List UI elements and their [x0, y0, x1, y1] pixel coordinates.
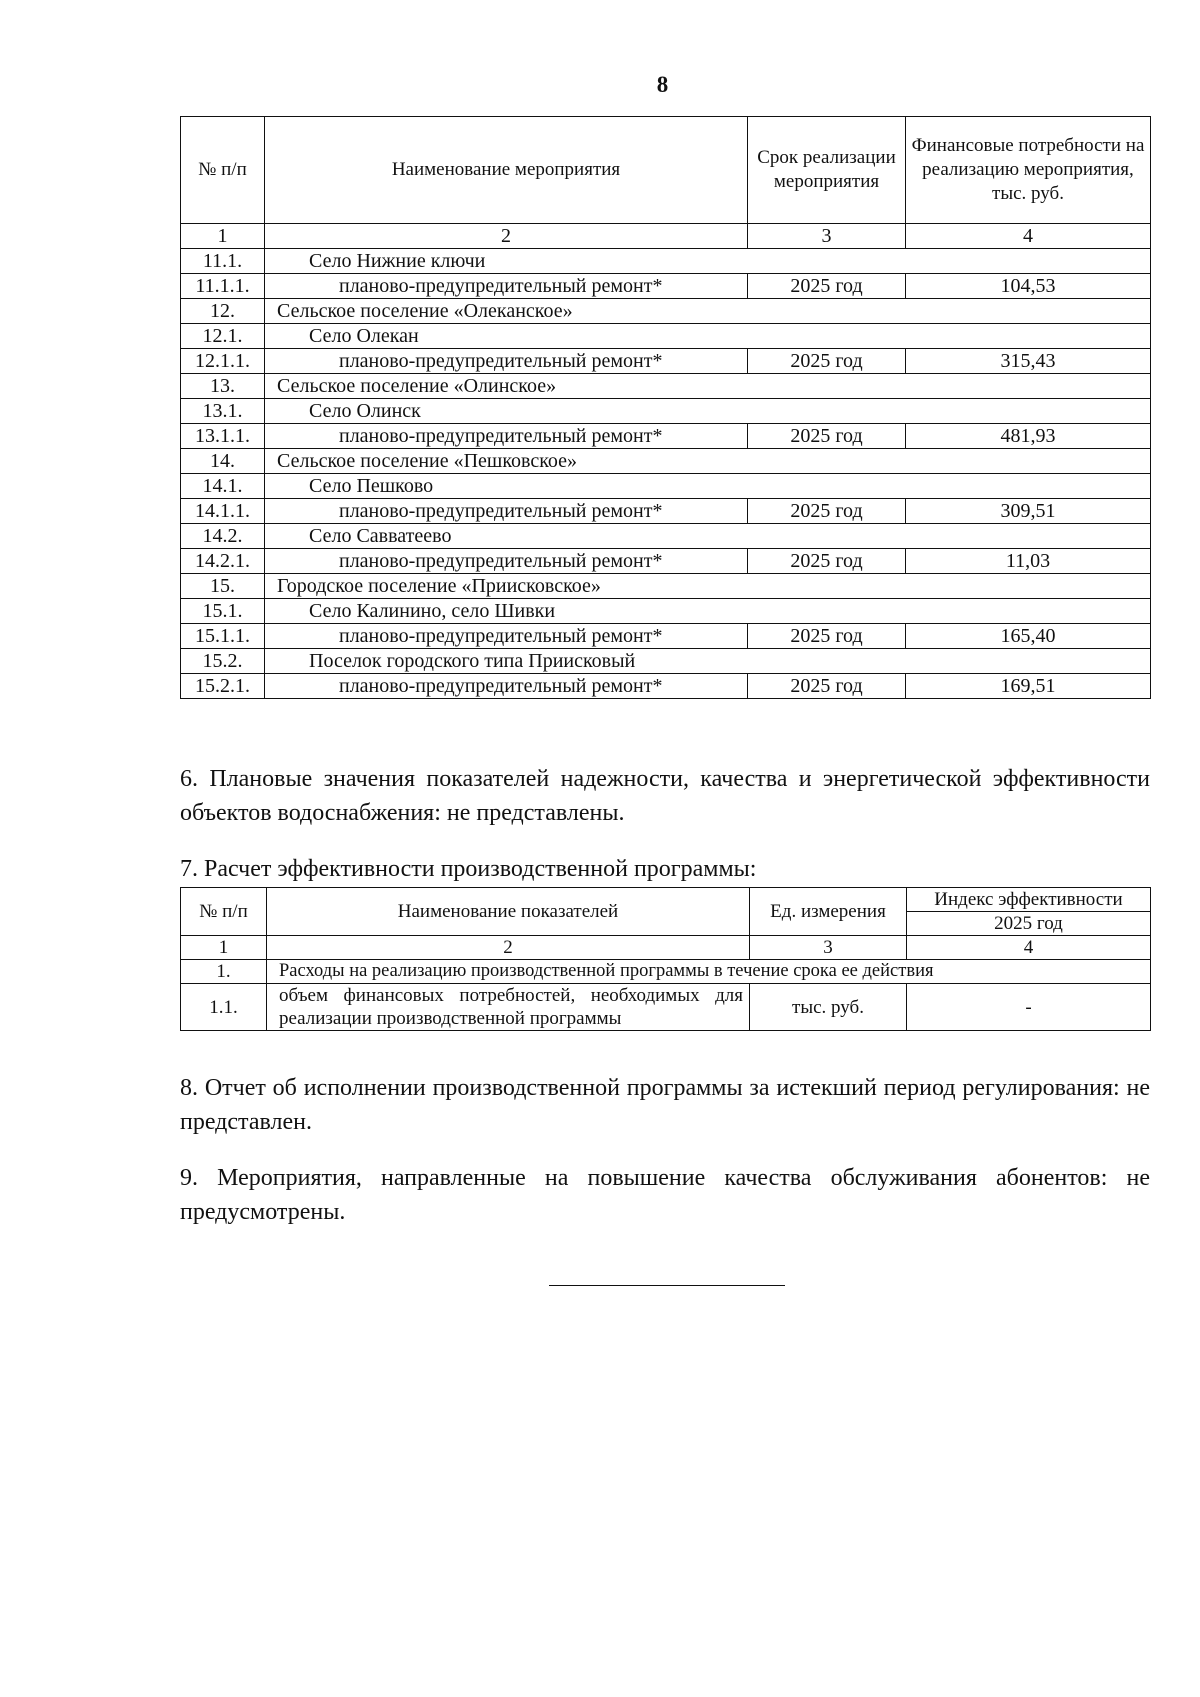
eff-header-unit: Ед. измерения — [750, 888, 907, 936]
row-num: 14. — [181, 449, 265, 474]
row-num: 14.1. — [181, 474, 265, 499]
end-divider — [549, 1285, 785, 1286]
row-num: 15.1.1. — [181, 624, 265, 649]
row-num: 13. — [181, 374, 265, 399]
row-name: Сельское поселение «Олеканское» — [265, 299, 1151, 324]
row-num: 1.1. — [181, 984, 267, 1031]
events-table — [180, 116, 1151, 699]
header-num: № п/п — [181, 117, 265, 224]
row-term: 2025 год — [748, 549, 906, 574]
numbering-cell: 2 — [265, 224, 748, 249]
row-name: Расходы на реализацию производственной программы в течение срока ее действия — [267, 960, 1151, 984]
numbering-cell: 3 — [750, 936, 907, 960]
table-row — [181, 249, 1151, 274]
row-name: планово-предупредительный ремонт* — [265, 274, 748, 299]
efficiency-table — [180, 887, 1151, 1031]
row-term: 2025 год — [748, 424, 906, 449]
row-term: 2025 год — [748, 624, 906, 649]
header-amount: Финансовые потребности на реализацию мероприятия, тыс. руб. — [906, 117, 1151, 224]
table-row — [181, 274, 1151, 299]
table-row — [181, 349, 1151, 374]
efficiency-header-row — [181, 888, 1151, 912]
table-row — [181, 499, 1151, 524]
section-8-paragraph: 8. Отчет об исполнении производственной программы за истекший период регулирования: не представлен. — [180, 1075, 1150, 1135]
table-row — [181, 449, 1151, 474]
table-row — [181, 399, 1151, 424]
row-num: 14.2.1. — [181, 549, 265, 574]
row-name: Село Савватеево — [265, 524, 1151, 549]
row-num: 15.1. — [181, 599, 265, 624]
row-name: планово-предупредительный ремонт* — [265, 499, 748, 524]
table-row — [181, 649, 1151, 674]
numbering-cell: 1 — [181, 224, 265, 249]
eff-header-name: Наименование показателей — [267, 888, 750, 936]
section-6-paragraph: 6. Плановые значения показателей надежности, качества и энергетической эффективности объектов водоснабжения: не представлены. — [180, 766, 1150, 826]
eff-header-num: № п/п — [181, 888, 267, 936]
table-row — [181, 674, 1151, 699]
row-name: Село Нижние ключи — [265, 249, 1151, 274]
row-num: 13.1.1. — [181, 424, 265, 449]
eff-header-index: Индекс эффективности — [907, 888, 1151, 912]
row-name: Поселок городского типа Приисковый — [265, 649, 1151, 674]
table-row — [181, 374, 1151, 399]
row-amount: 481,93 — [906, 424, 1151, 449]
row-num: 13.1. — [181, 399, 265, 424]
row-num: 1. — [181, 960, 267, 984]
row-name: планово-предупредительный ремонт* — [265, 349, 748, 374]
row-amount: 309,51 — [906, 499, 1151, 524]
table-row — [181, 599, 1151, 624]
row-num: 12. — [181, 299, 265, 324]
row-amount: 165,40 — [906, 624, 1151, 649]
row-name: Городское поселение «Приисковское» — [265, 574, 1151, 599]
row-name: планово-предупредительный ремонт* — [265, 674, 748, 699]
row-num: 11.1.1. — [181, 274, 265, 299]
row-num: 15.2.1. — [181, 674, 265, 699]
row-unit: тыс. руб. — [750, 984, 907, 1031]
eff-header-year: 2025 год — [907, 912, 1151, 936]
row-name: Село Калинино, село Шивки — [265, 599, 1151, 624]
row-term: 2025 год — [748, 674, 906, 699]
row-name: Сельское поселение «Пешковское» — [265, 449, 1151, 474]
table-row — [181, 474, 1151, 499]
row-name: Село Олекан — [265, 324, 1151, 349]
section-7-title: 7. Расчет эффективности производственной программы: — [180, 856, 757, 882]
row-num: 15.2. — [181, 649, 265, 674]
header-term: Срок реализации мероприятия — [748, 117, 906, 224]
numbering-cell: 4 — [907, 936, 1151, 960]
row-term: 2025 год — [748, 499, 906, 524]
row-amount: 315,43 — [906, 349, 1151, 374]
row-amount: 104,53 — [906, 274, 1151, 299]
row-amount: 11,03 — [906, 549, 1151, 574]
efficiency-numbering-row — [181, 936, 1151, 960]
events-table-header-row — [181, 117, 1151, 224]
row-amount: 169,51 — [906, 674, 1151, 699]
row-num: 11.1. — [181, 249, 265, 274]
efficiency-section-row — [181, 960, 1151, 984]
numbering-cell: 3 — [748, 224, 906, 249]
table-row — [181, 624, 1151, 649]
row-value: - — [907, 984, 1151, 1031]
row-name: Село Пешково — [265, 474, 1151, 499]
numbering-cell: 2 — [267, 936, 750, 960]
row-name: Сельское поселение «Олинское» — [265, 374, 1151, 399]
events-table-numbering-row — [181, 224, 1151, 249]
row-num: 12.1.1. — [181, 349, 265, 374]
row-term: 2025 год — [748, 274, 906, 299]
row-name: объем финансовых потребностей, необходимых для реализации производственной программы — [267, 984, 750, 1031]
page-number: 8 — [656, 72, 669, 97]
table-row — [181, 299, 1151, 324]
row-name: планово-предупредительный ремонт* — [265, 624, 748, 649]
row-name: планово-предупредительный ремонт* — [265, 549, 748, 574]
numbering-cell: 1 — [181, 936, 267, 960]
row-num: 14.1.1. — [181, 499, 265, 524]
table-row — [181, 549, 1151, 574]
row-name: Село Олинск — [265, 399, 1151, 424]
table-row — [181, 424, 1151, 449]
row-num: 12.1. — [181, 324, 265, 349]
table-row — [181, 324, 1151, 349]
numbering-cell: 4 — [906, 224, 1151, 249]
row-name: планово-предупредительный ремонт* — [265, 424, 748, 449]
table-row — [181, 574, 1151, 599]
row-num: 15. — [181, 574, 265, 599]
row-term: 2025 год — [748, 349, 906, 374]
section-9-paragraph: 9. Мероприятия, направленные на повышение качества обслуживания абонентов: не предусмотрены. — [180, 1165, 1150, 1225]
header-name: Наименование мероприятия — [265, 117, 748, 224]
table-row — [181, 524, 1151, 549]
table-row — [181, 984, 1151, 1031]
row-num: 14.2. — [181, 524, 265, 549]
